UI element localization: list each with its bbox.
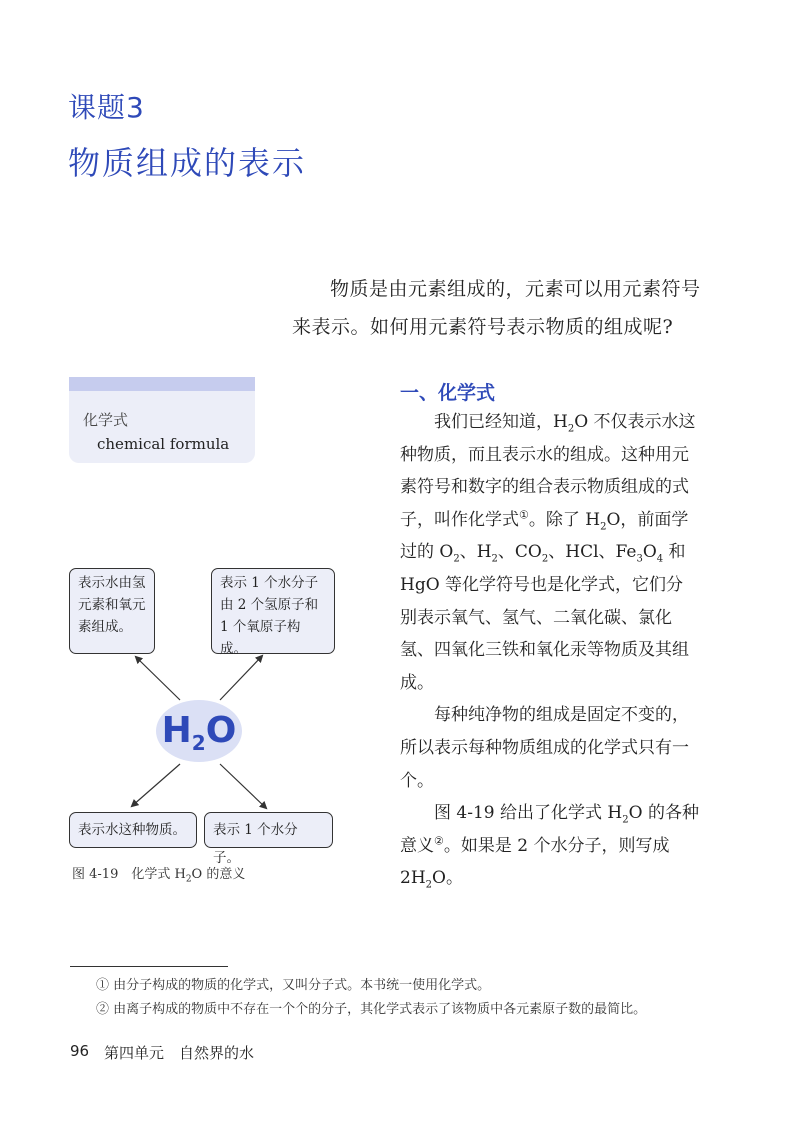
- arrow-top-right: [220, 656, 262, 700]
- box-bottom-left: 表示水这种物质。: [69, 812, 197, 848]
- footnote-ref-1: ①: [519, 508, 529, 522]
- box-bottom-right: 表示 1 个水分子。: [204, 812, 333, 848]
- box-top-right: 表示 1 个水分子由 2 个氢原子和 1 个氧原子构成。: [211, 568, 335, 654]
- footnote-2: ② 由离子构成的物质中不存在一个个的分子，其化学式表示了该物质中各元素原子数的最简比。: [96, 1002, 647, 1017]
- lesson-label: 课题3: [68, 91, 145, 124]
- lesson-title: 物质组成的表示: [68, 144, 307, 182]
- box-top-left: 表示水由氢元素和氧元素组成。: [69, 568, 155, 654]
- arrow-bottom-right: [220, 764, 266, 808]
- arrow-top-left: [136, 657, 180, 700]
- arrow-bottom-left: [132, 764, 180, 806]
- footnote-rule: [70, 966, 228, 967]
- body-paragraph-2: 每种纯净物的组成是固定不变的，所以表示每种物质组成的化学式只有一个。: [400, 705, 689, 791]
- keyword-zh: 化学式: [83, 411, 129, 429]
- section-heading: 一、化学式: [400, 382, 496, 404]
- h2o-formula: $H_2O$: [161, 710, 237, 756]
- footnote-ref-2: ②: [434, 834, 444, 848]
- body-paragraph-3: 图 4-19 给出了化学式 $H_2O$ 的各种意义②。如果是 2 个水分子，则写成 $2H_2O$。: [400, 803, 699, 891]
- figure-caption: 图 4-19 化学式 $H_2O$ 的意义: [72, 867, 246, 885]
- intro-paragraph: 物质是由元素组成的，元素可以用元素符号来表示。如何用元素符号表示物质的组成呢?: [292, 278, 701, 338]
- page-number: 96: [70, 1042, 90, 1060]
- running-head: 第四单元 自然界的水: [104, 1044, 255, 1062]
- footnote-1: ① 由分子构成的物质的化学式，又叫分子式。本书统一使用化学式。: [96, 978, 491, 993]
- keyword-en: chemical formula: [97, 435, 230, 453]
- body-paragraph-1: 我们已经知道，$H_2O$ 不仅表示水这种物质，而且表示水的组成。这种用元素符号和数字的组合表示物质组成的式子，叫作化学式①。除了 $H_2O$，前面学过的 $O_2$、$H_2$、$CO_2$、HCl、$Fe_3O_4$ 和 HgO 等化学符号也是化学式，它们分别表示氧气、氢气、二氧化碳、氯化氢、四氧化三铁和氧化汞等物质及其组成。: [400, 412, 696, 693]
